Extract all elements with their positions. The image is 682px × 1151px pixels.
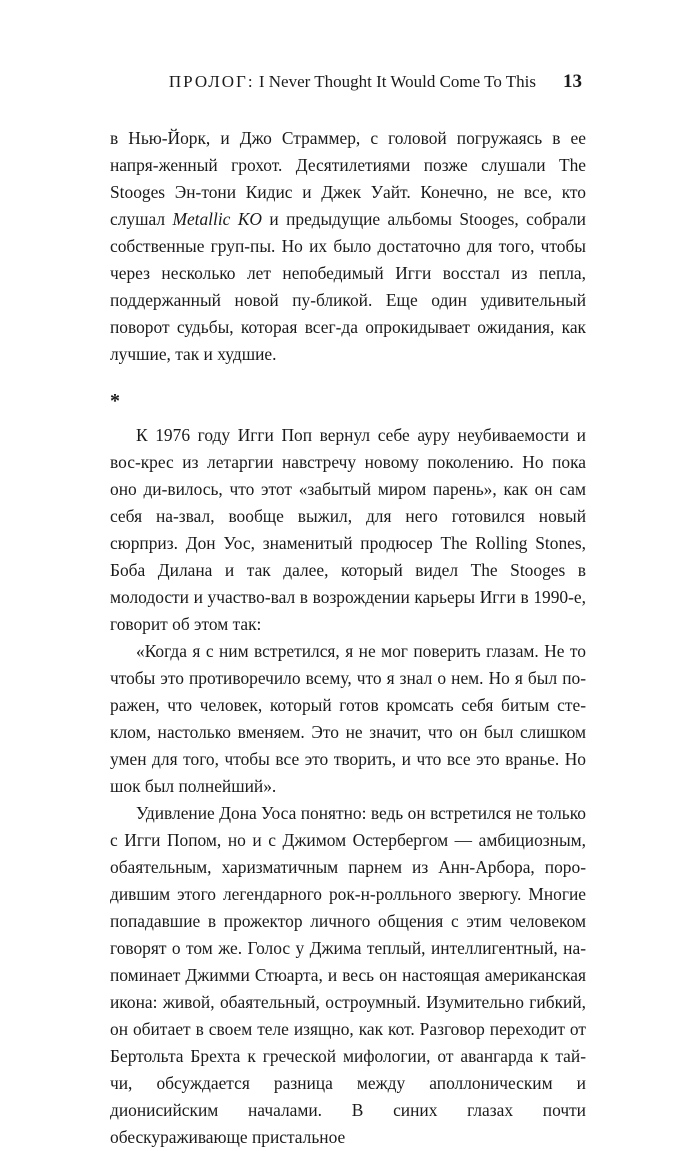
text-run: тони Кидис и Джек Уайт. Конечно, не все, кто слушал (110, 182, 586, 229)
page-number: 13 (563, 71, 582, 92)
text-run: женный грохот. Десятилетиями позже слушали The Stooges Эн- (110, 155, 586, 202)
text-run: в Нью-Йорк, и Джо Страммер, с головой погружаясь в ее напря- (110, 128, 586, 175)
paragraph: Удивление Дона Уоса понятно: ведь он встретился не только с Игги Попом, но и с Джимом Остербергом — амбициозным, обаятельным, харизматичным парнем из Анн-Арбора, поро-дившим этого легендарного рок-н-ролльного зверюгу. Многие попадавшие в прожектор личного общения с этим человеком говорят о том же. Голос у Джима теплый, интеллигентный, на-поминает Джимми Стюарта, и весь он настоящая американская икона: живой, обаятельный, остроумный. Изумительно гибкий, он обитает в своем теле изящно, как кот. Разговор переходит от Бертольта Брехта к греческой мифологии, от авангарда к тай-чи, обсуждается разница между аполлоническим и дионисийским началами. В синих глазах почти обескураживающе пристальное (110, 803, 586, 1147)
running-title (169, 70, 536, 94)
chapter-label: ПРОЛОГ: (168, 72, 255, 91)
section-separator: * (110, 390, 120, 412)
chapter-title: I Never Thought It Would Come To This (258, 72, 536, 91)
album-title-italic: Metallic KO (172, 209, 262, 229)
running-head (110, 70, 582, 94)
paragraph-continued (110, 125, 586, 368)
quote-paragraph: «Когда я с ним встретился, я не мог поверить глазам. Не то чтобы это противоречило всему, что я знал о нем. Но я был по-ражен, что человек, который готов кромсать себя битым сте-клом, настолько вменяем. Это не значит, что он был слишком умен для того, чтобы все это творить, и что все это вранье. Но шок был полнейший». (110, 641, 586, 796)
text-body (110, 125, 586, 1151)
paragraph: К 1976 году Игги Поп вернул себе ауру неубиваемости и вос-крес из летаргии навстречу новому поколению. Но пока оно ди-вилось, что этот «забытый миром парень», как он сам себя на-звал, вообще выжил, для него готовился новый сюрприз. Дон Уос, знаменитый продюсер The Rolling Stones, Боба Дилана и так далее, который видел The Stooges в молодости и участво-вал в возрождении карьеры Игги в 1990-е, говорит об этом так: (110, 425, 586, 634)
text-run: и предыдущие альбомы Stooges, собрали собственные груп-пы. Но их было достаточно для того, чтобы через несколько лет непобедимый Игги восстал из пепла, поддержанный новой пу-бликой. Еще один удивительный поворот судьбы, которая всег-да опрокидывает ожидания, как лучшие, так и худшие. (110, 209, 586, 364)
